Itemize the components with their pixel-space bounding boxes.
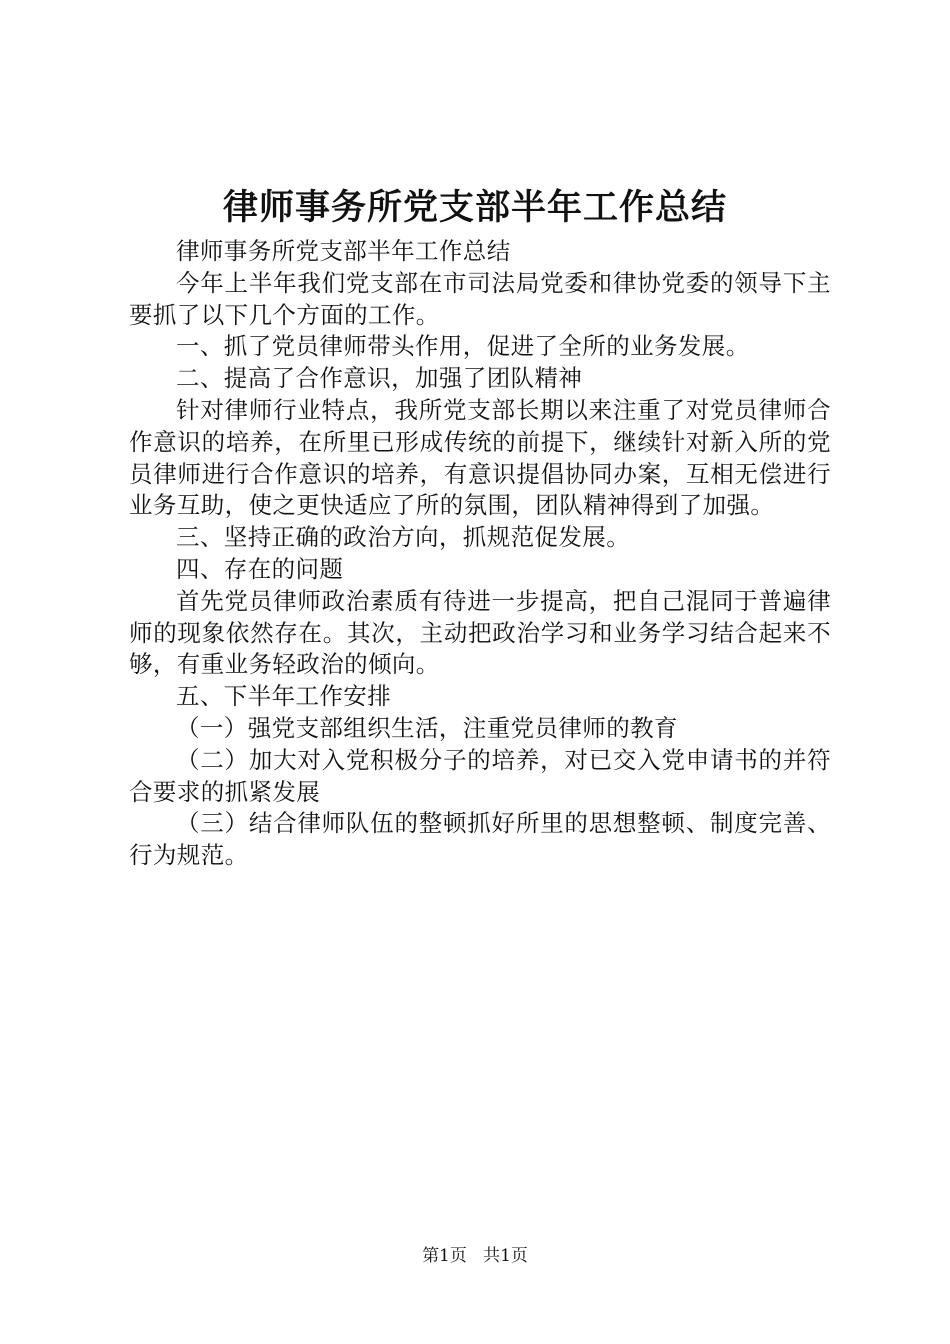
paragraph-section-3: 三、坚持正确的政治方向，抓规范促发展。 — [176, 523, 631, 552]
page-separator — [472, 1246, 477, 1266]
paragraph-section-2-body: 针对律师行业特点，我所党支部长期以来注重了对党员律师合作意识的培养，在所里已形成传统的前提下，继续针对新入所的党员律师进行合作意识的培养，有意识提倡协同办案，互相无偿进行业务互助，使之更快适应了所的氛围，团队精神得到了加强。 — [129, 395, 831, 520]
paragraph-section-2: 二、提高了合作意识，加强了团队精神 — [176, 364, 583, 393]
page-footer — [0, 1244, 950, 1268]
page-number: 第1页 — [422, 1246, 467, 1266]
paragraph-intro: 今年上半年我们党支部在市司法局党委和律协党委的领导下主要抓了以下几个方面的工作。 — [129, 268, 831, 329]
document-body — [129, 236, 831, 872]
paragraph-section-1: 一、抓了党员律师带头作用，促进了全所的业务发展。 — [176, 332, 750, 361]
document-title: 律师事务所党支部半年工作总结 — [222, 187, 727, 228]
paragraph-section-4-body: 首先党员律师政治素质有待进一步提高，把自己混同于普遍律师的现象依然存在。其次，主动把政治学习和业务学习结合起来不够，有重业务轻政治的倾向。 — [129, 586, 831, 679]
paragraph-section-5: 五、下半年工作安排 — [176, 682, 392, 711]
paragraph-plan-item-1: （一）强党支部组织生活，注重党员律师的教育 — [176, 713, 678, 742]
paragraph-plan-item-3: （三）结合律师队伍的整顿抓好所里的思想整顿、制度完善、行为规范。 — [129, 809, 831, 870]
paragraph-section-4: 四、存在的问题 — [176, 554, 344, 583]
paragraph-subtitle: 律师事务所党支部半年工作总结 — [176, 237, 511, 265]
page-total: 共1页 — [483, 1246, 528, 1266]
paragraph-plan-item-2: （二）加大对入党积极分子的培养，对已交入党申请书的并符合要求的抓紧发展 — [129, 745, 831, 806]
